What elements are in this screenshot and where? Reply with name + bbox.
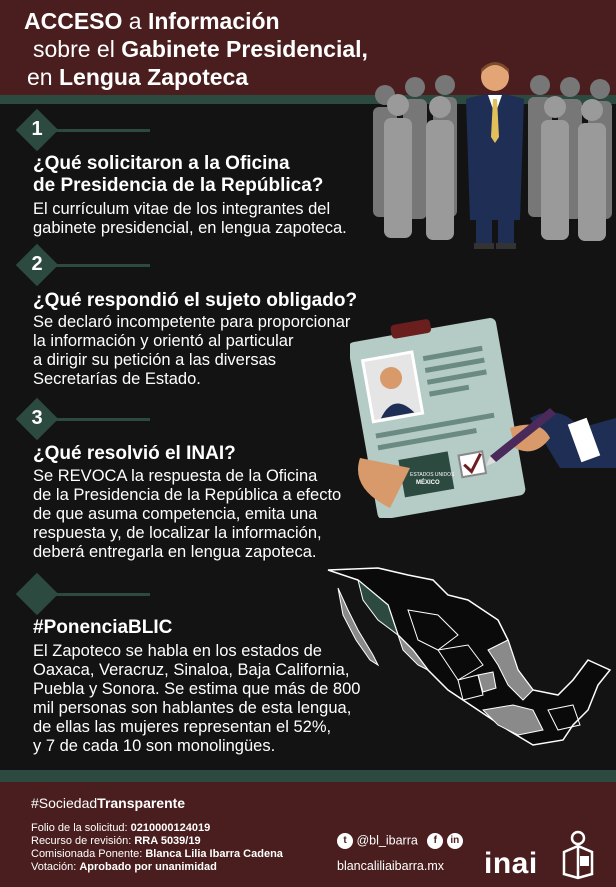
answer-3: Se REVOCA la respuesta de la Oficina de la Presidencia de la República a efecto de que asuma competencia, emita una respuesta y, de localizar la información, deberá entregarla en lengua zapoteca.: [33, 467, 342, 561]
social-row: [337, 833, 463, 849]
question-3: ¿Qué resolvió el INAI?: [33, 443, 236, 464]
diamond-4: [16, 573, 58, 615]
hashtag-footer[interactable]: #SociedadTransparente: [31, 795, 186, 811]
footer-stripe: [0, 770, 616, 782]
facebook-icon[interactable]: f: [427, 833, 443, 849]
people-illustration: [370, 55, 616, 255]
folio-row: Folio de la solicitud: 0210000124019: [31, 822, 211, 834]
hashtag-heading: #PonenciaBLIC: [33, 617, 173, 638]
title-line-3: en Lengua Zapoteca: [27, 64, 249, 90]
section-number-3: 3: [31, 407, 43, 429]
badge-line-2: MÉXICO: [416, 480, 440, 486]
title-line-2: sobre el Gabinete Presidencial,: [33, 36, 368, 62]
comisionada-row: Comisionada Ponente: Blanca Lilia Ibarra Cadena: [31, 848, 283, 860]
title-line-1: ACCESO a Información: [24, 8, 280, 34]
linkedin-icon[interactable]: in: [447, 833, 463, 849]
badge-line-1: ESTADOS UNIDOS: [410, 472, 455, 478]
website-link[interactable]: blancaliliaibarra.mx: [337, 859, 444, 873]
question-2: ¿Qué respondió el sujeto obligado?: [33, 290, 358, 311]
cv-document-illustration: [350, 308, 616, 518]
twitter-icon[interactable]: t: [337, 833, 353, 849]
answer-4: El Zapoteco se habla en los estados de Oaxaca, Veracruz, Sinaloa, Baja California, Puebla y Sonora. Se estima que más de 800 mil personas son hablantes de esta lengua, de ellas las mujeres representan el 52%, y 7 de cada 10 son monolingües.: [33, 642, 361, 755]
answer-2: Se declaró incompetente para proporcionar la información y orientó al particular a dirigir su petición a las diversas Secretarías de Estado.: [33, 313, 351, 388]
answer-1: El currículum vitae de los integrantes del gabinete presidencial, en lengua zapoteca.: [33, 200, 347, 237]
question-1: ¿Qué solicitaron a la Oficina de Presidencia de la República?: [33, 153, 324, 196]
mexico-map: [318, 560, 616, 765]
inai-logo: inai: [484, 847, 538, 880]
recurso-row: Recurso de revisión: RRA 5039/19: [31, 835, 201, 847]
votacion-row: Votación: Aprobado por unanimidad: [31, 861, 217, 873]
inai-logo-icon: [560, 830, 596, 880]
footer: [0, 782, 616, 887]
section-number-2: 2: [31, 253, 43, 275]
twitter-handle[interactable]: @bl_ibarra: [356, 833, 418, 848]
section-number-1: 1: [31, 118, 43, 140]
